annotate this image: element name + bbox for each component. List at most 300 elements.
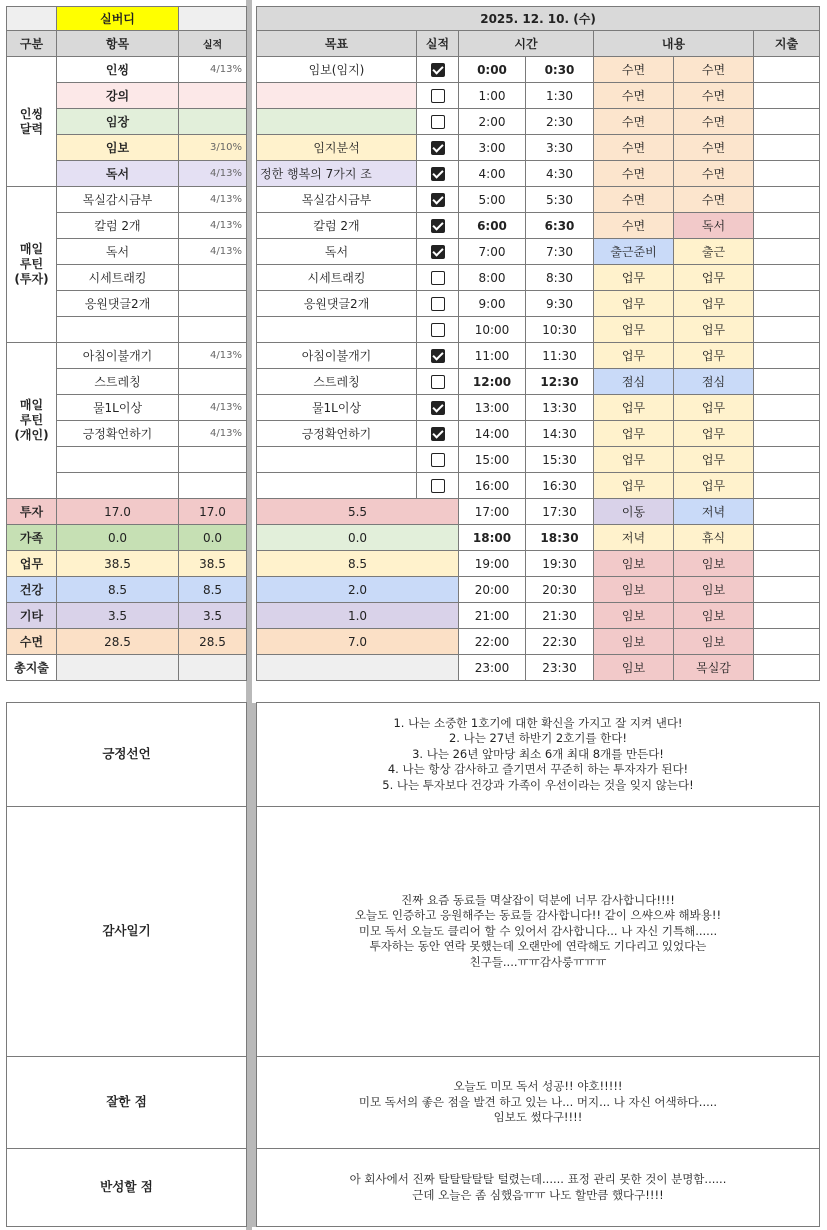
goal-cell[interactable]: 임보(임지) bbox=[257, 57, 417, 83]
schedule-row bbox=[257, 369, 820, 395]
checked-checkbox[interactable] bbox=[431, 401, 445, 415]
result-cell[interactable]: 4/13% bbox=[179, 187, 247, 213]
activity-cell[interactable]: 업무 bbox=[594, 421, 674, 447]
time-start: 11:00 bbox=[459, 343, 526, 369]
activity-cell[interactable]: 임보 bbox=[594, 551, 674, 577]
summary-label: 수면 bbox=[7, 629, 57, 655]
schedule-row bbox=[257, 213, 820, 239]
activity-cell[interactable]: 임보 bbox=[594, 629, 674, 655]
note-line: 진짜 요즘 동료들 멱살잡이 덕분에 너무 감사합니다!!!! bbox=[401, 892, 675, 907]
time-start: 21:00 bbox=[459, 603, 526, 629]
time-start: 15:00 bbox=[459, 447, 526, 473]
time-start: 12:00 bbox=[459, 369, 526, 395]
activity-cell[interactable]: 업무 bbox=[674, 447, 754, 473]
time-end: 11:30 bbox=[526, 343, 594, 369]
activity-cell[interactable]: 업무 bbox=[594, 447, 674, 473]
expense-cell[interactable] bbox=[754, 57, 820, 83]
note-line: 2. 나는 27년 하반기 2호기를 한다! bbox=[448, 731, 627, 746]
summary-goal-value[interactable]: 2.0 bbox=[257, 577, 459, 603]
activity-cell[interactable]: 임보 bbox=[674, 629, 754, 655]
expense-cell[interactable] bbox=[754, 187, 820, 213]
unchecked-checkbox[interactable] bbox=[431, 89, 445, 103]
unchecked-checkbox[interactable] bbox=[431, 323, 445, 337]
summary-label: 업무 bbox=[7, 551, 57, 577]
result-cell[interactable] bbox=[179, 109, 247, 135]
result-cell[interactable]: 4/13% bbox=[179, 57, 247, 83]
expense-cell[interactable] bbox=[754, 109, 820, 135]
total-value[interactable] bbox=[57, 655, 179, 681]
note-line: 근데 오늘은 좀 심했음ㅠㅠ 나도 할만큼 했다구!!!! bbox=[412, 1187, 664, 1202]
checked-checkbox[interactable] bbox=[431, 63, 445, 77]
item-cell[interactable]: 임장 bbox=[57, 109, 179, 135]
time-end: 1:30 bbox=[526, 83, 594, 109]
goal-cell[interactable] bbox=[257, 447, 417, 473]
schedule-row bbox=[257, 447, 820, 473]
time-end: 13:30 bbox=[526, 395, 594, 421]
unchecked-checkbox[interactable] bbox=[431, 453, 445, 467]
item-cell[interactable]: 아침이불개기 bbox=[57, 343, 179, 369]
note-row bbox=[7, 807, 820, 1057]
header-done: 실적 bbox=[417, 31, 459, 57]
time-start: 22:00 bbox=[459, 629, 526, 655]
time-end: 9:30 bbox=[526, 291, 594, 317]
goal-cell[interactable]: 임지분석 bbox=[257, 135, 417, 161]
activity-cell[interactable]: 수면 bbox=[674, 109, 754, 135]
activity-cell[interactable]: 업무 bbox=[674, 473, 754, 499]
schedule-row bbox=[257, 577, 820, 603]
expense-cell[interactable] bbox=[754, 265, 820, 291]
schedule-row bbox=[257, 603, 820, 629]
expense-cell[interactable] bbox=[754, 161, 820, 187]
goal-cell[interactable]: 독서 bbox=[257, 239, 417, 265]
result-cell[interactable] bbox=[179, 447, 247, 473]
goal-cell[interactable]: 긍정확언하기 bbox=[257, 421, 417, 447]
note-text[interactable] bbox=[257, 703, 820, 807]
activity-cell[interactable]: 목실감 bbox=[674, 655, 754, 681]
activity-cell[interactable]: 임보 bbox=[594, 655, 674, 681]
item-cell[interactable]: 목실감시금부 bbox=[57, 187, 179, 213]
time-end: 8:30 bbox=[526, 265, 594, 291]
activity-cell[interactable]: 수면 bbox=[594, 135, 674, 161]
item-cell[interactable] bbox=[57, 473, 179, 499]
unchecked-checkbox[interactable] bbox=[431, 297, 445, 311]
summary-value[interactable]: 3.5 bbox=[57, 603, 179, 629]
done-cell bbox=[417, 213, 459, 239]
done-cell bbox=[417, 291, 459, 317]
expense-cell[interactable] bbox=[754, 473, 820, 499]
expense-cell[interactable] bbox=[754, 655, 820, 681]
done-cell bbox=[417, 135, 459, 161]
note-text[interactable] bbox=[257, 1149, 820, 1227]
checked-checkbox[interactable] bbox=[431, 427, 445, 441]
note-label: 잘한 점 bbox=[7, 1057, 247, 1149]
schedule-row bbox=[257, 317, 820, 343]
item-cell[interactable] bbox=[57, 317, 179, 343]
expense-cell[interactable] bbox=[754, 239, 820, 265]
note-label: 반성할 점 bbox=[7, 1149, 247, 1227]
note-label: 감사일기 bbox=[7, 807, 247, 1057]
time-end: 14:30 bbox=[526, 421, 594, 447]
result-cell[interactable]: 4/13% bbox=[179, 161, 247, 187]
activity-cell[interactable]: 수면 bbox=[594, 213, 674, 239]
checked-checkbox[interactable] bbox=[431, 193, 445, 207]
note-line: 임보도 썼다구!!!! bbox=[493, 1110, 583, 1125]
note-line: 3. 나는 26년 앞마당 최소 6개 최대 8개를 만든다! bbox=[412, 746, 664, 761]
note-line: 5. 나는 투자보다 건강과 가족이 우선이라는 것을 잊지 않는다! bbox=[382, 777, 694, 792]
done-cell bbox=[417, 187, 459, 213]
time-start: 16:00 bbox=[459, 473, 526, 499]
done-cell bbox=[417, 421, 459, 447]
expense-cell[interactable] bbox=[754, 525, 820, 551]
category-label: 인씽 달력 bbox=[7, 57, 57, 187]
item-cell[interactable]: 스트레칭 bbox=[57, 369, 179, 395]
activity-cell[interactable]: 업무 bbox=[594, 291, 674, 317]
result-cell[interactable] bbox=[179, 291, 247, 317]
activity-cell[interactable]: 수면 bbox=[674, 187, 754, 213]
header-item: 항목 bbox=[57, 31, 179, 57]
item-cell[interactable]: 긍정확언하기 bbox=[57, 421, 179, 447]
item-cell[interactable] bbox=[57, 447, 179, 473]
time-start: 20:00 bbox=[459, 577, 526, 603]
time-start: 3:00 bbox=[459, 135, 526, 161]
summary-value[interactable]: 28.5 bbox=[57, 629, 179, 655]
activity-cell[interactable]: 수면 bbox=[674, 57, 754, 83]
note-row bbox=[7, 703, 820, 807]
time-start: 18:00 bbox=[459, 525, 526, 551]
result-cell[interactable] bbox=[179, 265, 247, 291]
time-end: 10:30 bbox=[526, 317, 594, 343]
schedule-row bbox=[257, 291, 820, 317]
item-cell[interactable]: 강의 bbox=[57, 83, 179, 109]
expense-cell[interactable] bbox=[754, 343, 820, 369]
time-end: 20:30 bbox=[526, 577, 594, 603]
item-cell[interactable]: 응원댓글2개 bbox=[57, 291, 179, 317]
time-start: 17:00 bbox=[459, 499, 526, 525]
schedule-row bbox=[257, 629, 820, 655]
goal-cell[interactable]: 아침이불개기 bbox=[257, 343, 417, 369]
goal-cell[interactable] bbox=[257, 109, 417, 135]
schedule-row bbox=[257, 109, 820, 135]
time-end: 21:30 bbox=[526, 603, 594, 629]
goal-cell[interactable]: 스트레칭 bbox=[257, 369, 417, 395]
time-end: 7:30 bbox=[526, 239, 594, 265]
time-start: 19:00 bbox=[459, 551, 526, 577]
summary-goal-value[interactable]: 1.0 bbox=[257, 603, 459, 629]
summary-row bbox=[7, 525, 247, 551]
schedule-row bbox=[257, 343, 820, 369]
item-cell[interactable]: 독서 bbox=[57, 161, 179, 187]
expense-cell[interactable] bbox=[754, 369, 820, 395]
summary-value[interactable]: 8.5 bbox=[57, 577, 179, 603]
summary-goal-value[interactable]: 8.5 bbox=[257, 551, 459, 577]
activity-cell[interactable]: 독서 bbox=[674, 213, 754, 239]
result-cell[interactable]: 4/13% bbox=[179, 395, 247, 421]
activity-cell[interactable]: 이동 bbox=[594, 499, 674, 525]
category-label: 매일 루틴 (투자) bbox=[7, 187, 57, 343]
item-cell[interactable]: 시세트래킹 bbox=[57, 265, 179, 291]
done-cell bbox=[417, 265, 459, 291]
time-start: 14:00 bbox=[459, 421, 526, 447]
expense-cell[interactable] bbox=[754, 447, 820, 473]
schedule-row bbox=[257, 525, 820, 551]
schedule-row bbox=[257, 239, 820, 265]
unchecked-checkbox[interactable] bbox=[431, 375, 445, 389]
time-end: 5:30 bbox=[526, 187, 594, 213]
unchecked-checkbox[interactable] bbox=[431, 479, 445, 493]
expense-cell[interactable] bbox=[754, 551, 820, 577]
time-end: 18:30 bbox=[526, 525, 594, 551]
summary-row bbox=[7, 603, 247, 629]
header-goal: 목표 bbox=[257, 31, 417, 57]
note-line: 4. 나는 항상 감사하고 즐기면서 꾸준히 하는 투자자가 된다! bbox=[387, 762, 689, 777]
note-row bbox=[7, 1149, 820, 1227]
schedule-row bbox=[257, 57, 820, 83]
activity-cell[interactable]: 수면 bbox=[674, 135, 754, 161]
goal-cell[interactable]: 응원댓글2개 bbox=[257, 291, 417, 317]
time-start: 6:00 bbox=[459, 213, 526, 239]
total-value[interactable] bbox=[179, 655, 247, 681]
time-end: 22:30 bbox=[526, 629, 594, 655]
time-end: 0:30 bbox=[526, 57, 594, 83]
time-start: 23:00 bbox=[459, 655, 526, 681]
activity-cell[interactable]: 업무 bbox=[594, 473, 674, 499]
done-cell bbox=[417, 395, 459, 421]
note-text[interactable] bbox=[257, 1057, 820, 1149]
schedule-row bbox=[257, 83, 820, 109]
time-end: 15:30 bbox=[526, 447, 594, 473]
schedule-row bbox=[257, 551, 820, 577]
summary-label: 건강 bbox=[7, 577, 57, 603]
time-end: 4:30 bbox=[526, 161, 594, 187]
result-cell[interactable] bbox=[179, 369, 247, 395]
result-cell[interactable] bbox=[179, 83, 247, 109]
right-table bbox=[256, 6, 820, 681]
schedule-row bbox=[257, 187, 820, 213]
left-row bbox=[7, 343, 247, 369]
total-label: 총지출 bbox=[7, 655, 57, 681]
expense-cell[interactable] bbox=[754, 317, 820, 343]
done-cell bbox=[417, 473, 459, 499]
header-category: 구분 bbox=[7, 31, 57, 57]
result-cell[interactable] bbox=[179, 317, 247, 343]
activity-cell[interactable]: 업무 bbox=[674, 395, 754, 421]
time-start: 9:00 bbox=[459, 291, 526, 317]
activity-cell[interactable]: 수면 bbox=[594, 57, 674, 83]
goal-cell[interactable]: 목실감시금부 bbox=[257, 187, 417, 213]
summary-row bbox=[7, 629, 247, 655]
item-cell[interactable]: 물1L이상 bbox=[57, 395, 179, 421]
summary-goal-value[interactable] bbox=[257, 655, 459, 681]
activity-cell[interactable]: 업무 bbox=[594, 265, 674, 291]
summary-goal-value[interactable]: 5.5 bbox=[257, 499, 459, 525]
activity-cell[interactable]: 수면 bbox=[594, 83, 674, 109]
checked-checkbox[interactable] bbox=[431, 349, 445, 363]
goal-cell[interactable]: 정한 행복의 7가지 조 bbox=[257, 161, 417, 187]
expense-cell[interactable] bbox=[754, 577, 820, 603]
summary-value[interactable]: 0.0 bbox=[57, 525, 179, 551]
done-cell bbox=[417, 343, 459, 369]
note-label: 긍정선언 bbox=[7, 703, 247, 807]
left-row bbox=[7, 187, 247, 213]
expense-cell[interactable] bbox=[754, 83, 820, 109]
header-expense: 지출 bbox=[754, 31, 820, 57]
summary-value[interactable]: 38.5 bbox=[57, 551, 179, 577]
activity-cell[interactable]: 업무 bbox=[674, 291, 754, 317]
summary-goal-value[interactable]: 7.0 bbox=[257, 629, 459, 655]
result-cell[interactable]: 4/13% bbox=[179, 343, 247, 369]
expense-cell[interactable] bbox=[754, 395, 820, 421]
activity-cell[interactable]: 임보 bbox=[674, 551, 754, 577]
time-start: 13:00 bbox=[459, 395, 526, 421]
activity-cell[interactable]: 업무 bbox=[594, 343, 674, 369]
done-cell bbox=[417, 161, 459, 187]
goal-cell[interactable] bbox=[257, 83, 417, 109]
schedule-row bbox=[257, 473, 820, 499]
activity-cell[interactable]: 수면 bbox=[594, 109, 674, 135]
expense-cell[interactable] bbox=[754, 629, 820, 655]
note-line: 오늘도 인증하고 응원해주는 동료들 감사합니다!! 같이 으쌰으쌰 해봐용!! bbox=[354, 908, 722, 923]
goal-cell[interactable]: 칼럼 2개 bbox=[257, 213, 417, 239]
unchecked-checkbox[interactable] bbox=[431, 271, 445, 285]
expense-cell[interactable] bbox=[754, 135, 820, 161]
sheet-title: 실버디 bbox=[57, 7, 179, 31]
activity-cell[interactable]: 업무 bbox=[674, 343, 754, 369]
right-panel bbox=[256, 6, 819, 681]
summary-label: 투자 bbox=[7, 499, 57, 525]
time-end: 6:30 bbox=[526, 213, 594, 239]
category-label: 매일 루틴 (개인) bbox=[7, 343, 57, 499]
note-line: 미모 독서 오늘도 클리어 할 수 있어서 감사합니다... 나 자신 기특해...... bbox=[358, 923, 718, 938]
summary-goal-value[interactable]: 0.0 bbox=[257, 525, 459, 551]
header-time: 시간 bbox=[459, 31, 594, 57]
summary-row bbox=[7, 499, 247, 525]
activity-cell[interactable]: 수면 bbox=[594, 187, 674, 213]
goal-cell[interactable]: 물1L이상 bbox=[257, 395, 417, 421]
activity-cell[interactable]: 업무 bbox=[594, 317, 674, 343]
summary-value[interactable]: 38.5 bbox=[179, 551, 247, 577]
time-start: 1:00 bbox=[459, 83, 526, 109]
time-start: 2:00 bbox=[459, 109, 526, 135]
activity-cell[interactable]: 임보 bbox=[674, 603, 754, 629]
summary-value[interactable]: 0.0 bbox=[179, 525, 247, 551]
note-line: 아 회사에서 진짜 탈탈탈탈탈 털렸는데...... 표정 관리 못한 것이 분명함...... bbox=[349, 1171, 727, 1186]
checked-checkbox[interactable] bbox=[431, 219, 445, 233]
time-start: 0:00 bbox=[459, 57, 526, 83]
time-end: 2:30 bbox=[526, 109, 594, 135]
time-start: 5:00 bbox=[459, 187, 526, 213]
result-cell[interactable]: 4/13% bbox=[179, 421, 247, 447]
activity-cell[interactable]: 업무 bbox=[594, 395, 674, 421]
done-cell bbox=[417, 239, 459, 265]
activity-cell[interactable]: 임보 bbox=[594, 603, 674, 629]
activity-cell[interactable]: 수면 bbox=[674, 161, 754, 187]
activity-cell[interactable]: 점심 bbox=[594, 369, 674, 395]
time-start: 10:00 bbox=[459, 317, 526, 343]
activity-cell[interactable]: 출근 bbox=[674, 239, 754, 265]
expense-cell[interactable] bbox=[754, 421, 820, 447]
checked-checkbox[interactable] bbox=[431, 245, 445, 259]
note-line: 1. 나는 소중한 1호기에 대한 확신을 가지고 잘 지켜 낸다! bbox=[393, 715, 683, 730]
summary-value[interactable]: 17.0 bbox=[57, 499, 179, 525]
activity-cell[interactable]: 업무 bbox=[674, 265, 754, 291]
time-end: 19:30 bbox=[526, 551, 594, 577]
activity-cell[interactable]: 업무 bbox=[674, 421, 754, 447]
note-line: 투자하는 동안 연락 못했는데 오랜만에 연락해도 기다리고 있었다는 bbox=[369, 939, 707, 954]
note-line: 오늘도 미모 독서 성공!! 야호!!!!! bbox=[453, 1079, 623, 1094]
result-cell[interactable]: 4/13% bbox=[179, 239, 247, 265]
header-content: 내용 bbox=[594, 31, 754, 57]
activity-cell[interactable]: 임보 bbox=[674, 577, 754, 603]
goal-cell[interactable]: 시세트래킹 bbox=[257, 265, 417, 291]
activity-cell[interactable]: 휴식 bbox=[674, 525, 754, 551]
activity-cell[interactable]: 저녁 bbox=[594, 525, 674, 551]
time-end: 12:30 bbox=[526, 369, 594, 395]
checked-checkbox[interactable] bbox=[431, 167, 445, 181]
summary-value[interactable]: 17.0 bbox=[179, 499, 247, 525]
done-cell bbox=[417, 83, 459, 109]
summary-value[interactable]: 28.5 bbox=[179, 629, 247, 655]
summary-value[interactable]: 8.5 bbox=[179, 577, 247, 603]
time-end: 16:30 bbox=[526, 473, 594, 499]
expense-cell[interactable] bbox=[754, 603, 820, 629]
summary-label: 기타 bbox=[7, 603, 57, 629]
activity-cell[interactable]: 저녁 bbox=[674, 499, 754, 525]
summary-label: 가족 bbox=[7, 525, 57, 551]
note-line: 친구들....ㅠㅠ감사룽ㅠㅠㅠ bbox=[469, 954, 607, 969]
result-cell[interactable]: 4/13% bbox=[179, 213, 247, 239]
activity-cell[interactable]: 출근준비 bbox=[594, 239, 674, 265]
summary-value[interactable]: 3.5 bbox=[179, 603, 247, 629]
unchecked-checkbox[interactable] bbox=[431, 115, 445, 129]
time-end: 17:30 bbox=[526, 499, 594, 525]
checked-checkbox[interactable] bbox=[431, 141, 445, 155]
schedule-row bbox=[257, 499, 820, 525]
time-start: 7:00 bbox=[459, 239, 526, 265]
result-cell[interactable]: 3/10% bbox=[179, 135, 247, 161]
activity-cell[interactable]: 임보 bbox=[594, 577, 674, 603]
activity-cell[interactable]: 점심 bbox=[674, 369, 754, 395]
item-cell[interactable]: 독서 bbox=[57, 239, 179, 265]
schedule-row bbox=[257, 135, 820, 161]
note-text[interactable] bbox=[257, 807, 820, 1057]
left-panel bbox=[6, 6, 246, 681]
result-cell[interactable] bbox=[179, 473, 247, 499]
left-row bbox=[7, 57, 247, 83]
activity-cell[interactable]: 업무 bbox=[674, 317, 754, 343]
activity-cell[interactable]: 수면 bbox=[594, 161, 674, 187]
item-cell[interactable]: 임보 bbox=[57, 135, 179, 161]
goal-cell[interactable] bbox=[257, 317, 417, 343]
total-row bbox=[7, 655, 247, 681]
schedule-row bbox=[257, 421, 820, 447]
note-line: 미모 독서의 좋은 점을 발견 하고 있는 나... 머지... 나 자신 어색하다..... bbox=[358, 1094, 718, 1109]
activity-cell[interactable]: 수면 bbox=[674, 83, 754, 109]
done-cell bbox=[417, 447, 459, 473]
summary-row bbox=[7, 551, 247, 577]
done-cell bbox=[417, 57, 459, 83]
expense-cell[interactable] bbox=[754, 213, 820, 239]
expense-cell[interactable] bbox=[754, 499, 820, 525]
goal-cell[interactable] bbox=[257, 473, 417, 499]
date-header: 2025. 12. 10. (수) bbox=[257, 7, 820, 31]
item-cell[interactable]: 칼럼 2개 bbox=[57, 213, 179, 239]
time-start: 4:00 bbox=[459, 161, 526, 187]
left-table bbox=[6, 6, 247, 681]
item-cell[interactable]: 인씽 bbox=[57, 57, 179, 83]
summary-row bbox=[7, 577, 247, 603]
expense-cell[interactable] bbox=[754, 291, 820, 317]
schedule-row bbox=[257, 265, 820, 291]
